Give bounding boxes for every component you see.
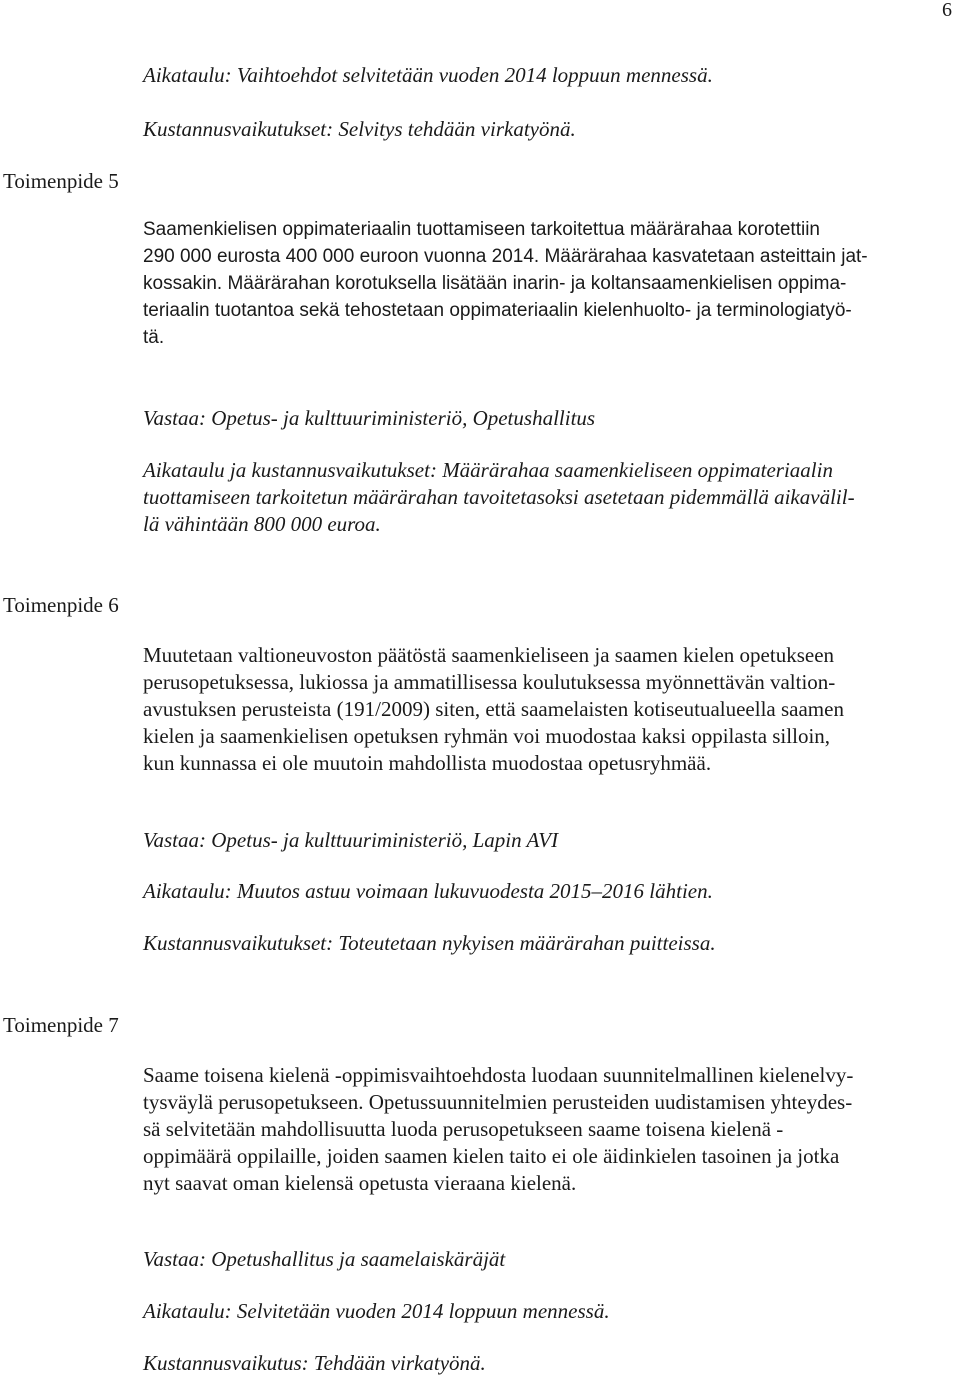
costs-text: Kustannusvaikutukset: Toteutetaan nykyisen määrärahan puitteissa. <box>143 931 716 955</box>
schedule-text: Aikataulu: Selvitetään vuoden 2014 loppuun mennessä. <box>143 1299 610 1323</box>
responsible-text: Vastaa: Opetus- ja kulttuuriministeriö, Opetushallitus <box>143 406 596 430</box>
body-line: perusopetuksessa, lukiossa ja ammatillisessa koulutuksessa myönnettävän valtion- <box>143 670 836 694</box>
body-line: nyt saavat oman kielensä opetusta vieraana kielenä. <box>143 1171 577 1195</box>
body-line: Saamenkielisen oppimateriaalin tuottamiseen tarkoitettua määrärahaa korotettiin <box>143 219 820 240</box>
measure-6-heading: Toimenpide 6 <box>3 593 119 617</box>
body-line: Muutetaan valtioneuvoston päätöstä saamenkieliseen ja saamen kielen opetukseen <box>143 643 835 667</box>
body-line: kossakin. Määrärahan korotuksella lisätään inarin- ja koltansaamenkielisen oppima- <box>143 273 847 294</box>
measure-5-responsible <box>143 405 943 432</box>
measure-6-responsible <box>143 827 943 854</box>
measure-7-heading: Toimenpide 7 <box>3 1013 119 1037</box>
body-line: kielen ja saamenkielisen opetuksen ryhmän voi muodostaa kaksi oppilasta silloin, <box>143 724 831 748</box>
schedule-text: Aikataulu: Muutos astuu voimaan lukuvuodesta 2015–2016 lähtien. <box>143 879 713 903</box>
measure-6-schedule <box>143 878 943 905</box>
responsible-text: Vastaa: Opetus- ja kulttuuriministeriö, Lapin AVI <box>143 828 559 852</box>
body-line: Saame toisena kielenä -oppimisvaihtoehdosta luodaan suunnitelmallinen kielenelvy- <box>143 1063 854 1087</box>
body-line: tysväylä perusopetukseen. Opetussuunnitelmien perusteiden uudistamisen yhteydes- <box>143 1090 853 1114</box>
measure-7-body <box>143 1062 943 1197</box>
schedule-costs-line: tuottamiseen tarkoitetun määrärahan tavoitetasoksi asetetaan pidemmällä aikavälil- <box>143 485 855 509</box>
measure-5-heading: Toimenpide 5 <box>3 169 119 193</box>
body-line: kun kunnassa ei ole muutoin mahdollista muodostaa opetusryhmää. <box>143 751 712 775</box>
schedule-costs-line: lä vähintään 800 000 euroa. <box>143 512 381 536</box>
measure-5-schedule-costs <box>143 457 943 538</box>
costs-text: Kustannusvaikutus: Tehdään virkatyönä. <box>143 1351 486 1375</box>
body-line: 290 000 eurosta 400 000 euroon vuonna 2014. Määrärahaa kasvatetaan asteittain jat- <box>143 246 868 267</box>
measure-7-costs <box>143 1350 943 1377</box>
page-number: 6 <box>942 0 952 21</box>
body-line: sä selvitetään mahdollisuutta luoda perusopetukseen saame toisena kielenä - <box>143 1117 784 1141</box>
measure-7-schedule <box>143 1298 943 1325</box>
top-schedule-text: Aikataulu: Vaihtoehdot selvitetään vuoden 2014 loppuun mennessä. <box>143 63 713 87</box>
schedule-costs-line: Aikataulu ja kustannusvaikutukset: Määrärahaa saamenkieliseen oppimateriaalin <box>143 458 833 482</box>
responsible-text: Vastaa: Opetushallitus ja saamelaiskäräjät <box>143 1247 506 1271</box>
measure-5-body <box>143 216 943 351</box>
body-line: tä. <box>143 327 165 348</box>
body-line: avustuksen perusteista (191/2009) siten, että saamelaisten kotiseutualueella saamen <box>143 697 844 721</box>
top-schedule <box>143 62 943 89</box>
measure-6-body <box>143 642 943 777</box>
measure-6-costs <box>143 930 943 957</box>
top-costs <box>143 116 943 143</box>
measure-7-responsible <box>143 1246 943 1273</box>
body-line: oppimäärä oppilaille, joiden saamen kielen taito ei ole äidinkielen tasoinen ja jotka <box>143 1144 840 1168</box>
body-line: teriaalin tuotantoa sekä tehostetaan oppimateriaalin kielenhuolto- ja terminologiatyö- <box>143 300 852 321</box>
top-costs-text: Kustannusvaikutukset: Selvitys tehdään virkatyönä. <box>143 117 576 141</box>
